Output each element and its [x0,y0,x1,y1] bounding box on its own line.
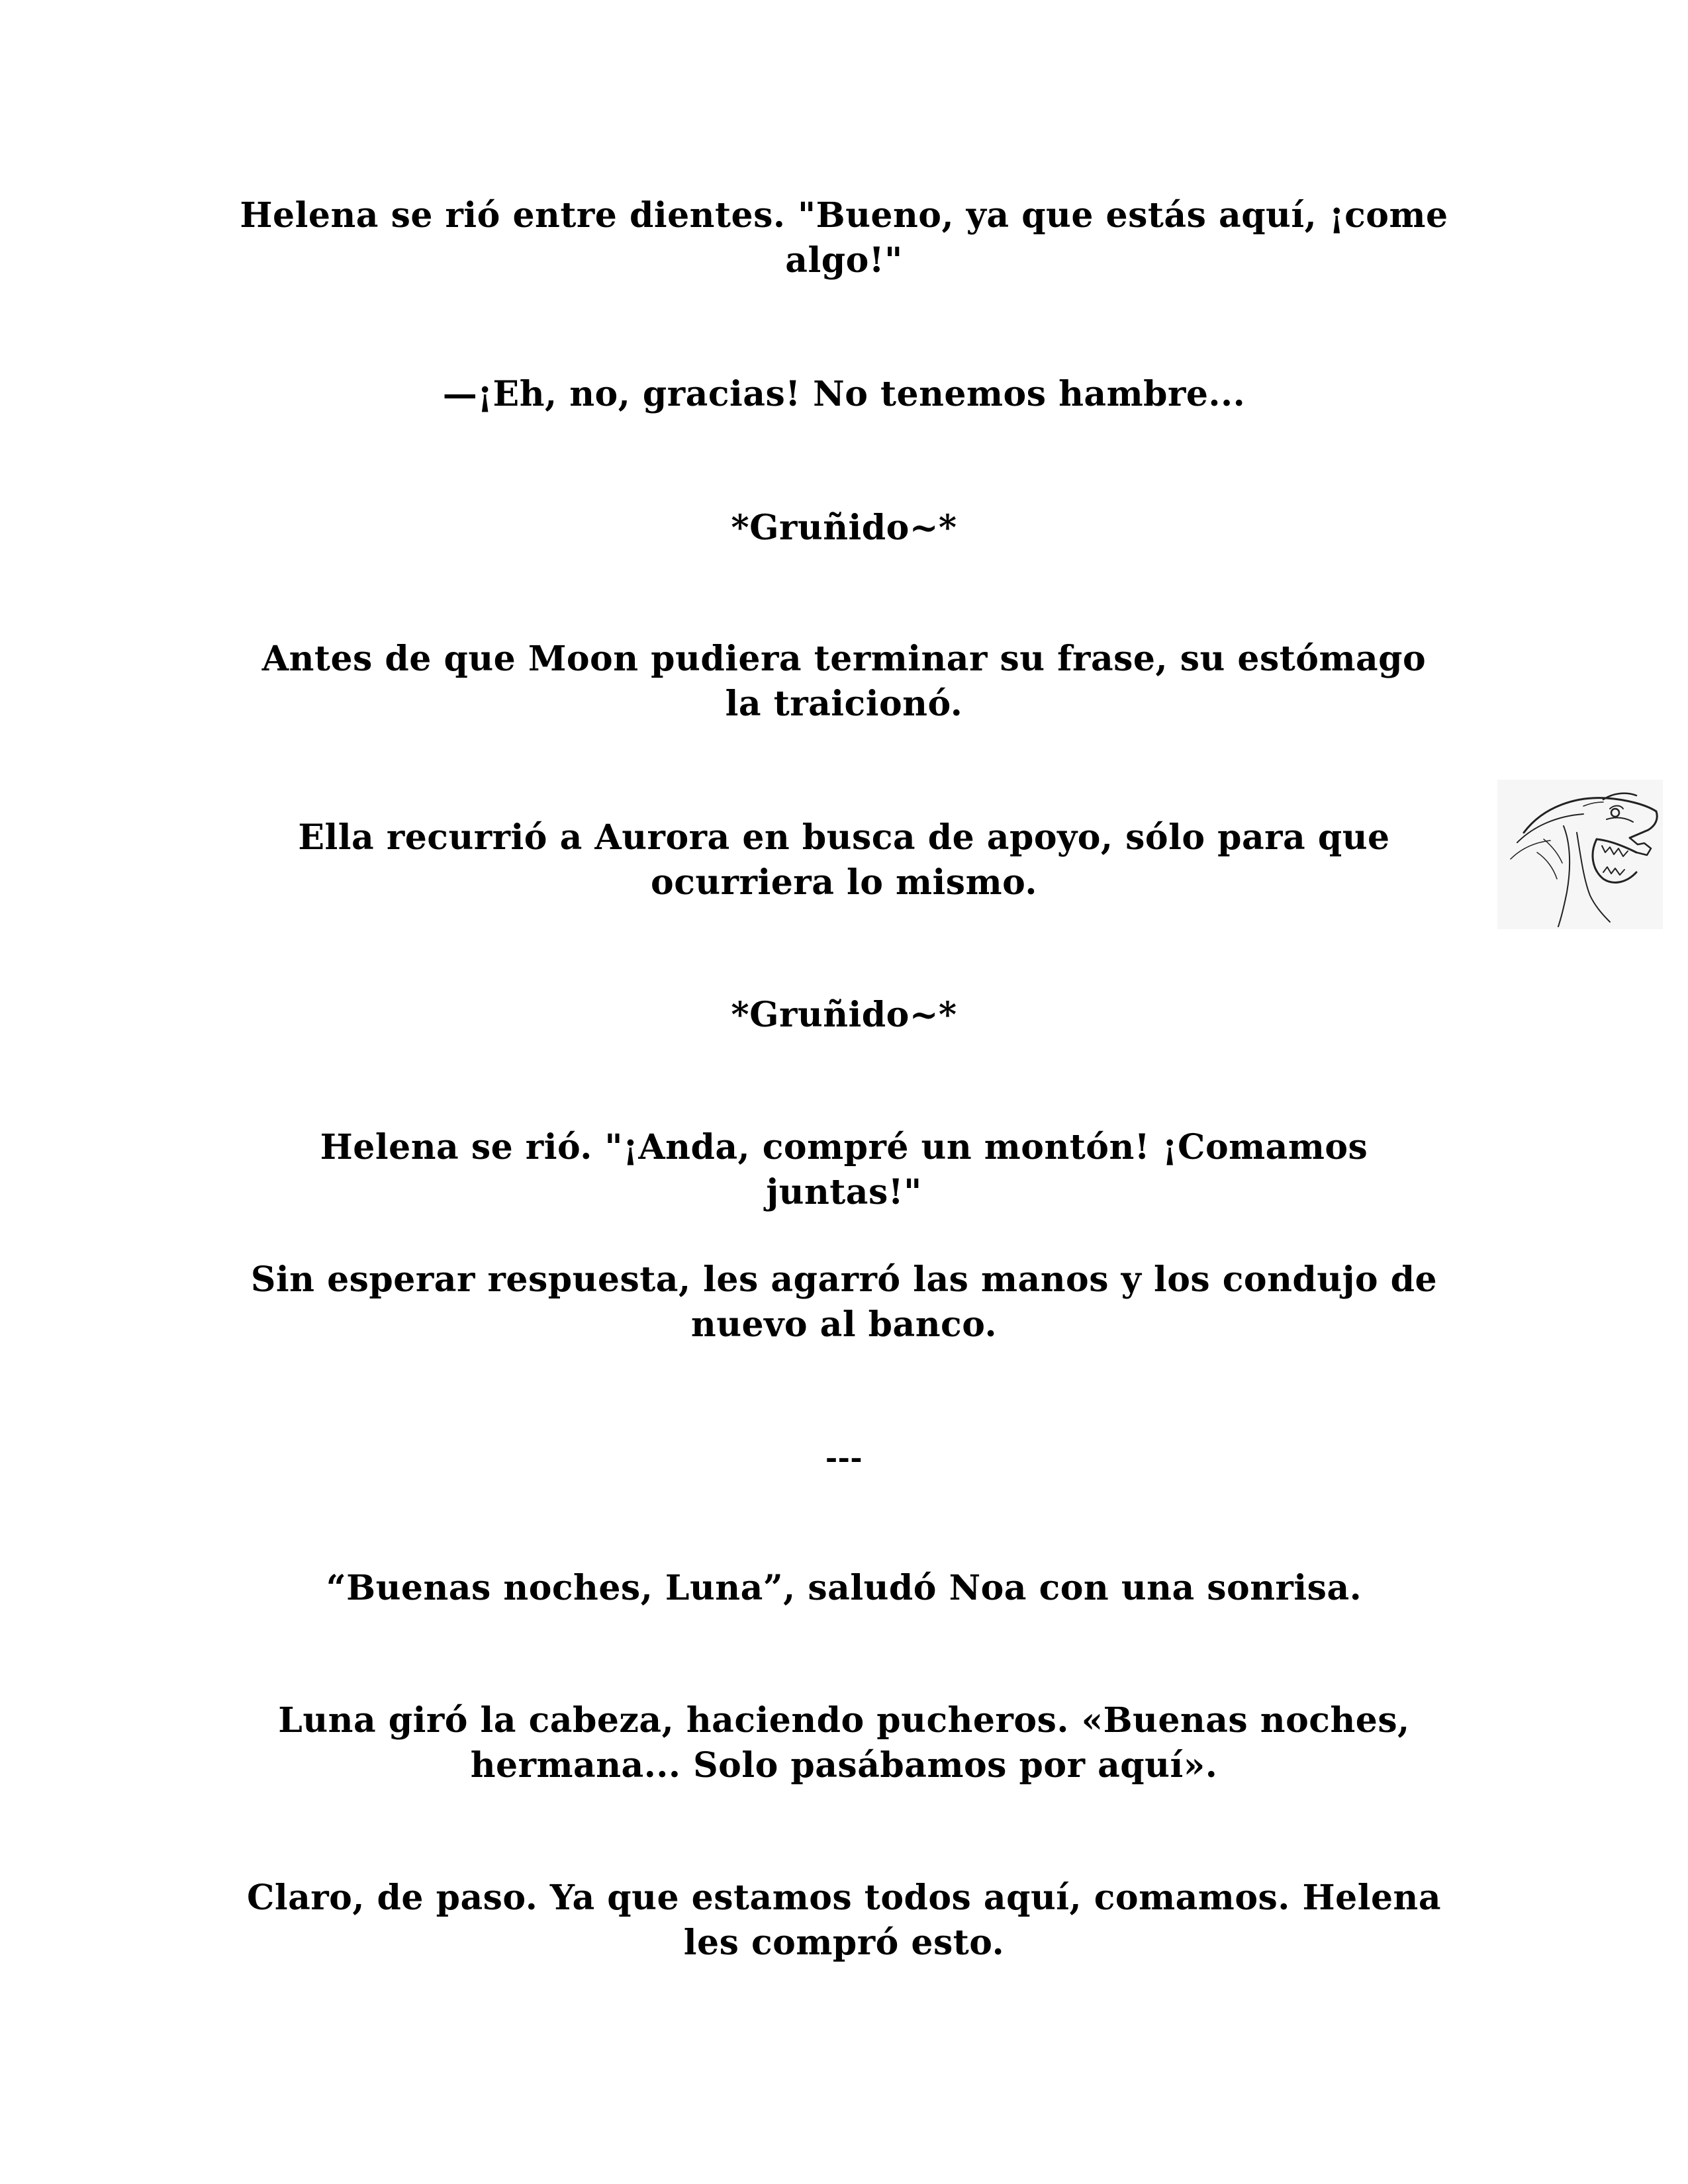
dinosaur-sketch-icon [1497,780,1663,929]
paragraph-8: Sin esperar respuesta, les agarró las manos y los condujo de nuevo al banco. [250,1259,1438,1345]
paragraph-7: Helena se rió. "¡Anda, compré un montón! ¡Comamos juntas!" [320,1127,1368,1212]
paragraph-9: “Buenas noches, Luna”, saludó Noa con una sonrisa. [326,1568,1362,1608]
section-separator: --- [825,1441,863,1475]
paragraph-11: Claro, de paso. Ya que estamos todos aquí, comamos. Helena les compró esto. [246,1878,1442,1963]
paragraph-4: Antes de que Moon pudiera terminar su frase, su estómago la traicionó. [261,639,1427,724]
paragraph-5: Ella recurrió a Aurora en busca de apoyo, sólo para que ocurriera lo mismo. [298,817,1390,903]
paragraph-6-sound: *Gruñido~* [731,995,957,1035]
paragraph-2: —¡Eh, no, gracias! No tenemos hambre... [442,374,1246,414]
paragraph-1: Helena se rió entre dientes. "Bueno, ya que estás aquí, ¡come algo!" [240,195,1448,281]
paragraph-10: Luna giró la cabeza, haciendo pucheros. «Buenas noches, hermana... Solo pasábamos por aquí». [278,1700,1410,1786]
paragraph-3-sound: *Gruñido~* [731,508,957,548]
